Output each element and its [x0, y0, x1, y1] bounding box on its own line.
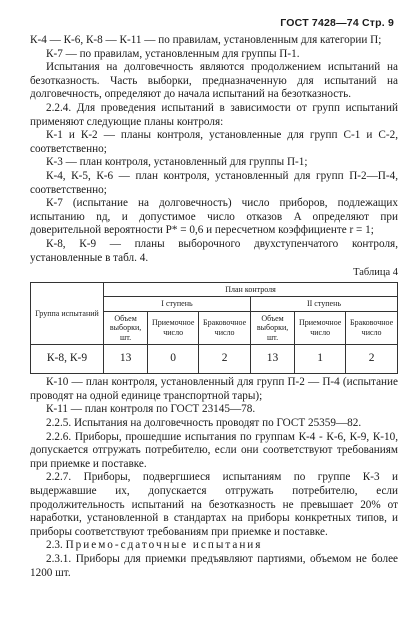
table-cell: 2 — [346, 345, 398, 374]
table-cell: 0 — [148, 345, 199, 374]
table-header-group: Группа испытаний — [31, 282, 104, 345]
paragraph: К-3 — план контроля, установленный для группы П-1; — [46, 156, 308, 169]
table-header-stage1: I ступень — [104, 297, 251, 312]
table-header-stage2: II ступень — [250, 297, 397, 312]
table-row — [31, 345, 398, 374]
table-cell-group: К-8, К-9 — [31, 345, 104, 374]
table-header-accept-1: Приемочное число — [148, 311, 199, 345]
table-header-sample-1: Объем выборки, шт. — [104, 311, 148, 345]
paragraph: 2.3.1. Приборы для приемки предъявляют партиями, объемом не более 1200 шт. — [30, 552, 398, 579]
table-caption: Таблица 4 — [353, 267, 398, 279]
table-cell: 1 — [295, 345, 346, 374]
table-header-reject-2: Браковочное число — [346, 311, 398, 345]
paragraph: К-11 — план контроля по ГОСТ 23145—78. — [46, 403, 256, 416]
section-heading — [30, 539, 398, 553]
paragraph: К-1 и К-2 — планы контроля, установленные для групп С-1 и С-2, соответственно; — [30, 129, 398, 155]
paragraph: К-7 (испытание на долговечность) число приборов, подлежащих испытанию nд, и допустимое число отказов A определяют при доверительной вероятности P* = 0,6 и пересчетном коэффициенте r = 1; — [30, 197, 398, 237]
paragraph: К-8, К-9 — планы выборочного двухступенчатого контроля, установленные в табл. 4. — [30, 237, 398, 264]
document-body — [30, 34, 398, 580]
paragraph: 2.2.5. Испытания на долговечность проводят по ГОСТ 25359—82. — [46, 416, 362, 429]
section-title: Приемо-сдаточные испытания — [65, 539, 263, 552]
table-cell: 13 — [250, 345, 294, 374]
table-header-sample-2: Объем выборки, шт. — [250, 311, 294, 345]
table-cell: 2 — [199, 345, 251, 374]
table-cell: 13 — [104, 345, 148, 374]
page-header: ГОСТ 7428—74 Стр. 9 — [280, 17, 394, 29]
paragraph: К-4, К-5, К-6 — план контроля, установленный для групп П-2—П-4, соответственно; — [30, 169, 398, 196]
paragraph: К-10 — план контроля, установленный для групп П-2 — П-4 (испытание проводят на одной единице транспортной тары); — [30, 376, 398, 402]
section-number: 2.3. — [46, 539, 63, 552]
paragraph: К-7 — по правилам, установленным для группы П-1. — [46, 47, 300, 60]
paragraph: 2.2.7. Приборы, подвергшиеся испытаниям по группе К-3 и выдержавшие их, допускается отгружать потребителю, если продолжительность испытаний на безотказность не превышает 20% от наработки, установленной в стандартах на приборы конкретных типов, и приборы соответствуют требованиям при приемке и поставке. — [30, 471, 398, 538]
control-plan-table — [30, 282, 398, 375]
table-header-accept-2: Приемочное число — [295, 311, 346, 345]
table-header-plan: План контроля — [104, 282, 398, 297]
paragraph: 2.2.4. Для проведения испытаний в зависимости от групп испытаний применяют следующие планы контроля: — [30, 101, 398, 128]
paragraph: Испытания на долговечность являются продолжением испытаний на безотказность. Часть выборки, предназначенную для испытаний на долговечность, определяют до начала испытаний на безотказность. — [30, 61, 398, 101]
table-header-reject-1: Браковочное число — [199, 311, 251, 345]
paragraph: 2.2.6. Приборы, прошедшие испытания по группам К-4 - К-6, К-9, К-10, допускается отгружать потребителю, если они соответствуют требованиям при приемке и поставке. — [30, 430, 398, 470]
paragraph: К-4 — К-6, К-8 — К-11 — по правилам, установленным для категории П; — [30, 34, 382, 46]
